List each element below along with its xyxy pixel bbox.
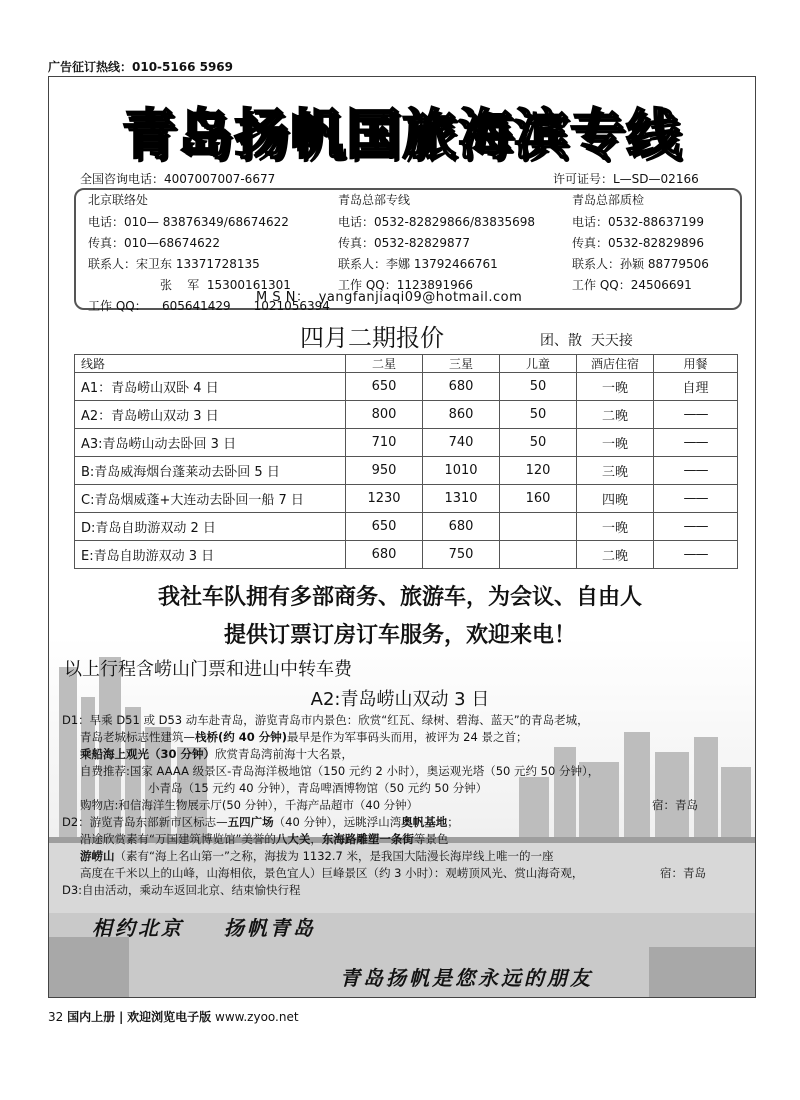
two-star-cell: 950 (346, 457, 423, 485)
itinerary-d2-line-2 (80, 831, 448, 848)
footer-website: www.zyoo.net (215, 1010, 299, 1024)
d2-l1-sailing-base: 奥帆基地 (401, 815, 448, 829)
child-cell: 120 (500, 457, 577, 485)
header-two-star: 二星 (346, 355, 423, 373)
fleet-notice-line-2: 提供订票订房订车服务，欢迎来电！ (223, 623, 576, 648)
consult-phone: 全国咨询电话：4007007007-6677 (80, 172, 276, 186)
three-star-cell: 1010 (423, 457, 500, 485)
two-star-cell: 710 (346, 429, 423, 457)
table-row (75, 401, 738, 429)
meals-cell: —— (654, 485, 738, 513)
three-star-cell: 860 (423, 401, 500, 429)
headline-title: 青岛扬帆国旅海滨专线 (122, 103, 682, 166)
child-cell: 160 (500, 485, 577, 513)
hq-phone: 电话：0532-82829866/83835698 (338, 215, 536, 229)
qc-qq: 工作 QQ：24506691 (572, 278, 692, 292)
meals-cell: —— (654, 429, 738, 457)
table-row (75, 513, 738, 541)
hotel-cell: 一晚 (577, 513, 654, 541)
d2-l1-square: 五四广场 (227, 815, 274, 829)
route-cell: D:青岛自助游双动 2 日 (75, 513, 346, 541)
child-cell: 50 (500, 373, 577, 401)
itinerary-d2-line-4: 高度在千米以上的山峰，山海相依，景色宜人）巨峰景区（约 3 小时）：观崂顶风光、赏山海奇观， (80, 866, 584, 880)
child-cell (500, 541, 577, 569)
price-table (74, 354, 738, 569)
footer-separator: | (118, 1010, 124, 1024)
price-table-header (75, 355, 738, 373)
d1-l3-boat: 乘船海上观光（30 分钟） (80, 747, 216, 761)
footer-browse: 欢迎浏览电子版 (127, 1010, 212, 1024)
child-cell (500, 513, 577, 541)
hotel-cell: 二晚 (577, 541, 654, 569)
hq-contact: 联系人：李娜 13792466761 (338, 257, 498, 271)
route-cell: B:青岛威海烟台蓬莱动去卧回 5 日 (75, 457, 346, 485)
itinerary-d1-line-2 (80, 729, 527, 746)
three-star-cell: 1310 (423, 485, 500, 513)
three-star-cell: 740 (423, 429, 500, 457)
beijing-contact-1: 联系人：宋卫东 13371728135 (88, 257, 260, 271)
meals-cell: —— (654, 513, 738, 541)
route-cell: E:青岛自助游双动 3 日 (75, 541, 346, 569)
route-cell: C:青岛烟威蓬+大连动去卧回一船 7 日 (75, 485, 346, 513)
two-star-cell: 680 (346, 541, 423, 569)
route-cell: A2：青岛崂山双动 3 日 (75, 401, 346, 429)
itinerary-d2-line-1 (62, 814, 459, 831)
d1-l3-part-b: 欣赏青岛湾前海十大名景， (215, 747, 354, 761)
hotel-cell: 一晚 (577, 429, 654, 457)
header-three-star: 三星 (423, 355, 500, 373)
child-cell: 50 (500, 401, 577, 429)
hotel-cell: 四晚 (577, 485, 654, 513)
d1-l2-part-a: 青岛老城标志性建筑— (80, 730, 195, 744)
meals-cell: —— (654, 541, 738, 569)
qc-contact: 联系人：孙颖 88779506 (572, 257, 709, 271)
header-hotel: 酒店住宿 (577, 355, 654, 373)
two-star-cell: 800 (346, 401, 423, 429)
slogan-beijing-qingdao: 相约北京 扬帆青岛 (92, 916, 316, 940)
qc-fax: 传真：0532-82829896 (572, 236, 704, 250)
d2-l3-part-b: （素有“海上名山第一”之称，海拔为 1132.7 米，是我国大陆漫长海岸线上唯一的一座 (114, 849, 554, 863)
beijing-qq: 工作 QQ： 605641429 1021056394 (88, 299, 330, 313)
qc-phone: 电话：0532-88637199 (572, 215, 704, 229)
d2-l1-part-a: D2：游览青岛东部新市区标志— (62, 815, 228, 829)
table-row (75, 373, 738, 401)
beijing-office-head: 北京联络处 (88, 193, 149, 207)
three-star-cell: 750 (423, 541, 500, 569)
hotel-cell: 二晚 (577, 401, 654, 429)
page-footer (48, 1008, 299, 1025)
contact-box (74, 188, 742, 313)
d1-l2-zhanqiao: 栈桥(约 40 分钟) (195, 730, 288, 744)
price-title: 四月二期报价 (300, 324, 444, 352)
license-number: 许可证号：L—SD—02166 (553, 172, 699, 186)
d2-l2-part-e: 等景色 (413, 832, 449, 846)
meals-cell: —— (654, 401, 738, 429)
hq-fax: 传真：0532-82829877 (338, 236, 470, 250)
d2-l2-badaguan: 八大关 (275, 832, 311, 846)
d2-l1-part-e: ； (447, 815, 459, 829)
header-meals: 用餐 (654, 355, 738, 373)
itinerary-title: A2:青岛崂山双动 3 日 (310, 689, 490, 710)
slogan-forever-friend: 青岛扬帆是您永远的朋友 (340, 966, 593, 990)
child-cell: 50 (500, 429, 577, 457)
ad-hotline: 广告征订热线：010-5166 5969 (48, 60, 234, 74)
qingdao-hq (338, 190, 535, 296)
table-row (75, 457, 738, 485)
itinerary-d1-stay: 宿：青岛 (652, 798, 698, 812)
hq-qq: 工作 QQ：1123891966 (338, 278, 474, 292)
table-row (75, 429, 738, 457)
itinerary-d1-line-3 (80, 746, 353, 763)
d2-l3-laoshan: 游崂山 (80, 849, 115, 863)
d2-l2-part-c: ， (310, 832, 322, 846)
beijing-phone: 电话：010— 83876349/68674622 (88, 215, 289, 229)
hotel-cell: 一晚 (577, 373, 654, 401)
two-star-cell: 650 (346, 513, 423, 541)
itinerary-d1-line-4: 自费推荐:国家 AAAA 级景区-青岛海洋极地馆（150 元约 2 小时），奥运观光塔（50 元约 50 分钟）， (80, 764, 600, 778)
hotel-cell: 三晚 (577, 457, 654, 485)
d2-l2-sculpture-street: 东海路雕塑一条街 (321, 832, 414, 846)
beijing-fax: 传真：010—68674622 (88, 236, 220, 250)
itinerary-d2-line-3 (80, 848, 553, 865)
itinerary-d1-line-6: 购物店:和信海洋生物展示厅(50 分钟），千海产品超市（40 分钟） (80, 798, 419, 812)
qingdao-qc-head: 青岛总部质检 (572, 193, 645, 207)
d2-l1-part-c: （40 分钟），远眺浮山湾 (273, 815, 402, 829)
route-cell: A3:青岛崂山动去卧回 3 日 (75, 429, 346, 457)
table-row (75, 541, 738, 569)
two-star-cell: 650 (346, 373, 423, 401)
meals-cell: —— (654, 457, 738, 485)
qingdao-qc (572, 190, 709, 296)
meals-cell: 自理 (654, 373, 738, 401)
route-cell: A1：青岛崂山双卧 4 日 (75, 373, 346, 401)
d1-l2-part-c: 最早是作为军事码头而用，被评为 24 景之首； (287, 730, 528, 744)
table-row (75, 485, 738, 513)
itinerary-d3: D3:自由活动，乘动车返回北京、结束愉快行程 (62, 883, 301, 897)
itinerary-d1-line-5: 小青岛（15 元约 40 分钟），青岛啤酒博物馆（50 元约 50 分钟） (148, 781, 488, 795)
groups-daily: 团、散 天天接 (540, 333, 633, 349)
three-star-cell: 680 (423, 513, 500, 541)
three-star-cell: 680 (423, 373, 500, 401)
included-note: 以上行程含崂山门票和进山中转车费 (64, 659, 352, 680)
beijing-contact-2: 张 军 15300161301 (160, 278, 291, 292)
header-child: 儿童 (500, 355, 577, 373)
itinerary-d2-stay: 宿：青岛 (660, 866, 706, 880)
qingdao-hq-head: 青岛总部专线 (338, 193, 411, 207)
two-star-cell: 1230 (346, 485, 423, 513)
msn-address: M S N： yangfanjiaqi09@hotmail.com (256, 290, 523, 305)
footer-section: 国内上册 (67, 1010, 116, 1024)
d2-l2-part-a: 沿途欣赏素有“万国建筑博览馆”美誉的 (80, 832, 276, 846)
fleet-notice-line-1: 我社车队拥有多部商务、旅游车，为会议、自由人 (157, 585, 642, 610)
header-route: 线路 (75, 355, 346, 373)
itinerary-d1-line-1: D1：早乘 D51 或 D53 动车赴青岛，游览青岛市内景色：欣赏“红瓦、绿树、碧海、蓝天”的青岛老城， (62, 713, 589, 727)
page-number: 32 (48, 1010, 64, 1024)
